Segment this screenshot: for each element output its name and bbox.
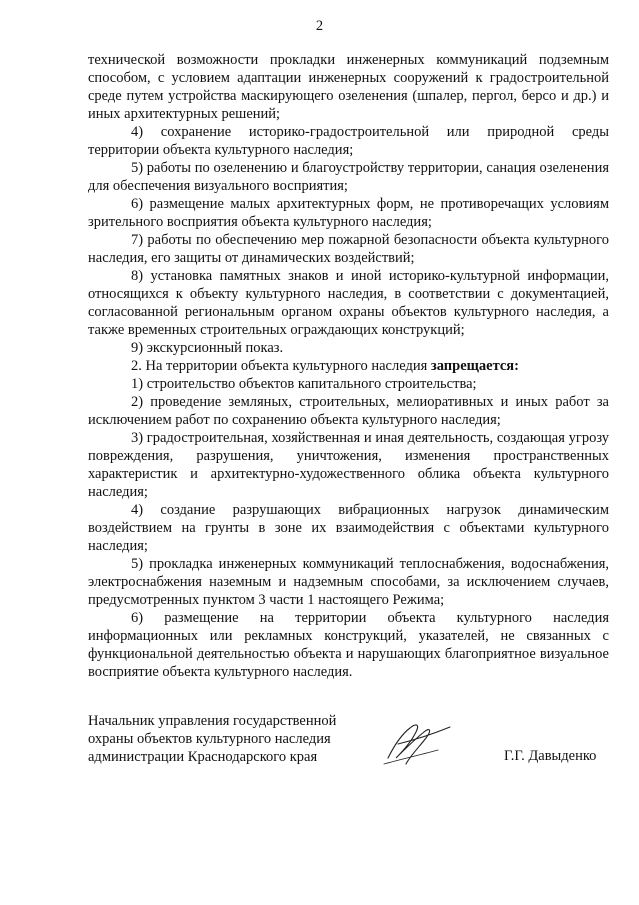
signatory-position-line: охраны объектов культурного наследия: [88, 731, 331, 747]
list-item: 9) экскурсионный показ.: [131, 340, 284, 356]
list-item: 4) сохранение историко-градостроительной или природной среды территории объекта культурного наследия;: [88, 124, 609, 158]
list-item: 4) создание разрушающих вибрационных нагрузок динамическим воздействием на грунты в зоне их взаимодействия с объектами культурного наследия;: [88, 502, 609, 554]
section-heading: [88, 357, 609, 375]
paragraph: технической возможности прокладки инженерных коммуникаций подземным способом, с условием адаптации инженерных сооружений к градостроительной среде путем устройства маскирующего озеленения (шпалер, пергол, берсо и др.) и иных архитектурных решений;: [88, 52, 609, 122]
signatory-position: [88, 712, 358, 766]
list-item: 1) строительство объектов капитального строительства;: [131, 376, 477, 392]
prohibited-label: запрещается:: [430, 358, 519, 374]
document-body: [88, 51, 609, 681]
signatory-name: Г.Г. Давыденко: [504, 748, 597, 764]
signatory-position-line: администрации Краснодарского края: [88, 749, 318, 765]
list-item: 2) проведение земляных, строительных, мелиоративных и иных работ за исключением работ по сохранению объекта культурного наследия;: [88, 394, 609, 428]
list-item: 8) установка памятных знаков и иной историко-культурной информации, относящихся к объекту культурного наследия, в соответствии с документацией, согласованной региональным органом охраны объектов культурного наследия, а также временных строительных ограждающих конструкций;: [88, 268, 609, 338]
section-heading-text: 2. На территории объекта культурного наследия: [131, 358, 431, 374]
page-number: 2: [315, 18, 324, 34]
list-item: 7) работы по обеспечению мер пожарной безопасности объекта культурного наследия, его защиты от динамических воздействий;: [88, 232, 609, 266]
handwritten-signature: [380, 714, 458, 774]
list-item: 6) размещение малых архитектурных форм, не противоречащих условиям зрительного восприятия объекта культурного наследия;: [88, 196, 609, 230]
list-item: 6) размещение на территории объекта культурного наследия информационных или рекламных конструкций, указателей, не связанных с функциональной деятельностью объекта и нарушающих благоприятное визуальное восприятие объекта культурного наследия.: [88, 610, 609, 680]
list-item: 5) прокладка инженерных коммуникаций теплоснабжения, водоснабжения, электроснабжения наземным и надземным способами, за исключением случаев, предусмотренных пунктом 3 части 1 настоящего Режима;: [88, 556, 609, 608]
signatory-position-line: Начальник управления государственной: [88, 713, 337, 729]
list-item: 3) градостроительная, хозяйственная и иная деятельность, создающая угрозу повреждения, разрушения, уничтожения, изменения пространственных характеристик и архитектурно-художественного облика объекта культурного наследия;: [88, 430, 609, 500]
list-item: 5) работы по озеленению и благоустройству территории, санация озеленения для обеспечения визуального восприятия;: [88, 160, 609, 194]
